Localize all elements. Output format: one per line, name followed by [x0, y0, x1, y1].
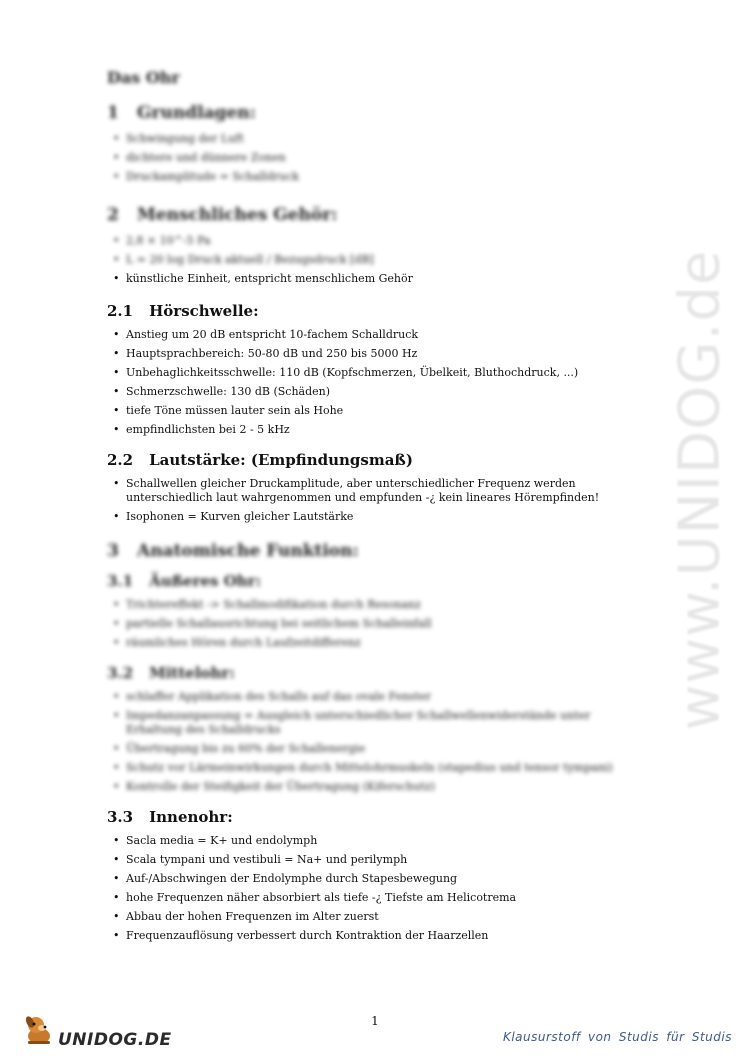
section-heading: [107, 451, 649, 469]
section-title: Hörschwelle:: [149, 302, 259, 320]
document-title: Das Ohr: [107, 68, 180, 87]
section-innenohr: [107, 808, 649, 948]
list-item: • Impedanzanpassung = Ausgleich unterschiedlicher Schallwellenwiderstände unter Erhaltung des Schalldrucks: [107, 709, 649, 737]
list-item: • Trichtereffekt -> Schallmodifikation durch Resonanz: [107, 598, 649, 612]
section-title: Innenohr:: [149, 808, 233, 826]
logo-text: UNIDOG.DE: [58, 1030, 172, 1050]
list-item: • räumliches Hören durch Laufzeitdifferenz: [107, 636, 649, 650]
list-item: • Hauptsprachbereich: 50-80 dB und 250 bis 5000 Hz: [107, 347, 649, 361]
list-item: • Schutz vor Lärmeinwirkungen durch Mittelohrmuskeln (stapedius und tensor tympani): [107, 761, 649, 775]
section-menschliches-gehoer: [107, 205, 649, 291]
list-item: • L = 20 log Druck aktuell / Bezugsdruck [dB]: [107, 253, 649, 267]
list-item: • empfindlichsten bei 2 - 5 kHz: [107, 423, 649, 437]
section-number: 2.2: [107, 451, 134, 469]
section-mittelohr: [107, 664, 649, 799]
section-heading: [107, 103, 649, 123]
section-heading: [107, 808, 649, 826]
section-lautstaerke: [107, 451, 649, 529]
list-item: • Schallwellen gleicher Druckamplitude, aber unterschiedlicher Frequenz werden unterschiedlich laut wahrgenommen und empfunden -¿ kein lineares Hörempfinden!: [107, 477, 649, 505]
list-item: • Unbehaglichkeitsschwelle: 110 dB (Kopfschmerzen, Übelkeit, Bluthochdruck, ...): [107, 366, 649, 380]
section-title: Menschliches Gehör:: [137, 205, 338, 225]
section-title: Mittelohr:: [149, 664, 235, 682]
section-heading: [107, 664, 649, 682]
list-item: • Scala tympani und vestibuli = Na+ und perilymph: [107, 853, 649, 867]
section-number: 2: [107, 205, 119, 225]
watermark: www.UNIDOG.de: [667, 249, 733, 731]
list-item: • Übertragung bis zu 60% der Schallenergie: [107, 742, 649, 756]
section-title: Anatomische Funktion:: [137, 541, 359, 561]
list-item: • Auf-/Abschwingen der Endolymphe durch Stapesbewegung: [107, 872, 649, 886]
list-item: • schlaffer Applikation des Schalls auf das ovale Fenster: [107, 690, 649, 704]
section-heading: [107, 572, 649, 590]
list-item: • Isophonen = Kurven gleicher Lautstärke: [107, 510, 649, 524]
section-number: 3.3: [107, 808, 134, 826]
page-number: 1: [371, 1014, 379, 1028]
list-item: • Druckamplitude = Schalldruck: [107, 170, 649, 184]
list-item: • hohe Frequenzen näher absorbiert als tiefe -¿ Tiefste am Helicotrema: [107, 891, 649, 905]
section-number: 2.1: [107, 302, 134, 320]
list-item: • Frequenzauflösung verbessert durch Kontraktion der Haarzellen: [107, 929, 649, 943]
list-item: • künstliche Einheit, entspricht menschlichem Gehör: [107, 272, 649, 286]
section-number: 3.1: [107, 572, 134, 590]
footer-tagline: Klausurstoff von Studis für Studis: [502, 1030, 732, 1044]
section-title: Grundlagen:: [137, 103, 256, 123]
section-aeusseres-ohr: [107, 572, 649, 655]
section-title: Lautstärke: (Empfindungsmaß): [149, 451, 413, 469]
section-heading: [107, 302, 649, 320]
list-item: • Kontrolle der Steifigkeit der Übertragung (Kiferschutz): [107, 780, 649, 794]
dog-icon: [22, 1014, 56, 1050]
section-title: Äußeres Ohr:: [149, 572, 262, 590]
unidog-logo[interactable]: [22, 1014, 172, 1050]
list-item: • partielle Schallausrichtung bei seitlichem Schalleinfall: [107, 617, 649, 631]
list-item: • Abbau der hohen Frequenzen im Alter zuerst: [107, 910, 649, 924]
section-grundlagen: [107, 103, 649, 189]
list-item: • 2,8 × 10^-5 Pa: [107, 234, 649, 248]
list-item: • Sacla media = K+ und endolymph: [107, 834, 649, 848]
section-number: 1: [107, 103, 119, 123]
section-number: 3: [107, 541, 119, 561]
section-hoerschwelle: [107, 302, 649, 442]
section-anatomische-funktion: [107, 541, 359, 561]
list-item: • Anstieg um 20 dB entspricht 10-fachem Schalldruck: [107, 328, 649, 342]
list-item: • Schwingung der Luft: [107, 132, 649, 146]
section-number: 3.2: [107, 664, 134, 682]
section-heading: [107, 541, 359, 561]
list-item: • tiefe Töne müssen lauter sein als Hohe: [107, 404, 649, 418]
list-item: • Schmerzschwelle: 130 dB (Schäden): [107, 385, 649, 399]
section-heading: [107, 205, 649, 225]
list-item: • dichtere und dünnere Zonen: [107, 151, 649, 165]
